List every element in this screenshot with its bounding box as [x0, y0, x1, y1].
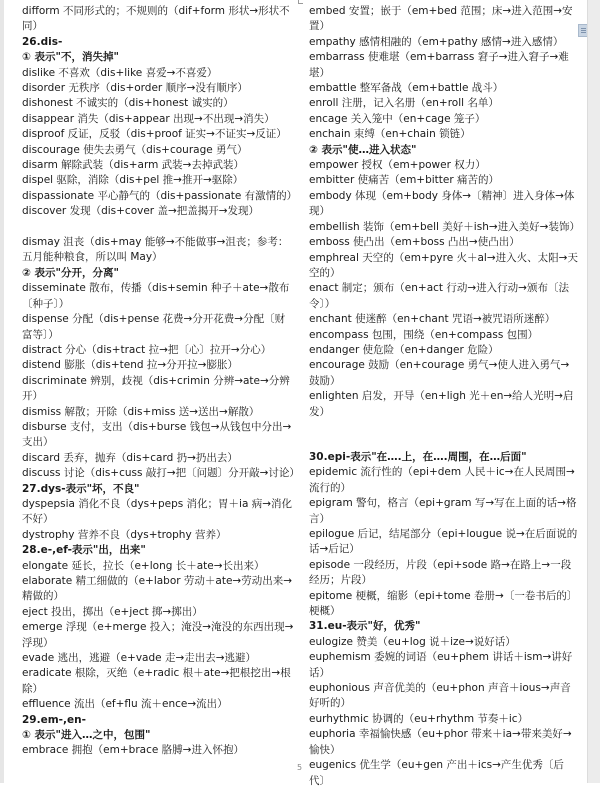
vocab-entry: disburse 支付，支出（dis+burse 钱包→从钱包中分出→支出） [22, 420, 292, 449]
vocab-entry: embitter 使痛苦（em+bitter 痛苦的） [309, 174, 500, 187]
vocab-entry: epitome 梗概，缩影（epi+tome 卷册→〔一卷书后的〕梗概） [309, 589, 578, 618]
vocab-entry: enchant 使迷醉（en+chant 咒语→被咒语所迷醉） [309, 313, 556, 326]
vocab-entry: disproof 反证，反驳（dis+proof 证实→不证实→反证） [22, 128, 287, 141]
vocab-entry: encage 关入笼中（en+cage 笼子） [309, 112, 486, 125]
vocab-entry: euphonious 声音优美的（eu+phon 声音＋ious→声音好听的） [309, 682, 571, 710]
vocab-entry: distract 分心（dis+tract 拉→把〔心〕拉开→分心） [22, 343, 272, 356]
vocab-entry: embellish 装饰（em+bell 美好＋ish→进入美好→装饰） [309, 220, 580, 233]
vocab-entry: embed 安置；嵌于（em+bed 范围；床→进入范围→安置） [309, 5, 573, 33]
vocab-entry: dispel 驱除，消除（dis+pel 推→推开→驱除） [22, 174, 244, 187]
section-heading: 31.eu-表示"好，优秀" [309, 620, 421, 633]
vocab-entry: episode 一段经历，片段（epi+sode 路→在路上→一段经历；片段） [309, 558, 572, 587]
page-left-margin [0, 0, 4, 783]
vocab-entry: disorder 无秩序（dis+order 顺序→没有顺序） [22, 82, 248, 95]
vocab-entry: disarm 解除武装（dis+arm 武装→去掉武装） [22, 159, 244, 172]
vocab-entry: emboss 使凸出（em+boss 凸出→使凸出） [309, 236, 520, 249]
vocab-entry: dismay 沮丧（dis+may 能够→不能做事→沮丧；参考：五月能种粮食，所以叫 May） [22, 236, 289, 264]
vocab-entry: dismiss 解散；开除（dis+miss 送→送出→解散） [22, 405, 260, 418]
vocab-entry: dyspepsia 消化不良（dys+peps 消化；胃＋ia 病→消化不好） [22, 497, 293, 526]
vocab-entry: eject 投出，掷出（e+ject 掷→掷出） [22, 605, 203, 618]
vocab-entry: dislike 不喜欢（dis+like 喜爱→不喜爱） [22, 66, 218, 79]
vocab-entry: dishonest 不诚实的（dis+honest 诚实的） [22, 97, 234, 110]
section-heading: 29.em-,en- [22, 713, 86, 726]
right-column [309, 4, 579, 789]
vocab-entry: eugenics 优生学（eu+gen 产出＋ics→产生优秀〔后代〕 [309, 759, 564, 787]
vocab-entry: effluence 流出（ef+flu 流＋ence→流出） [22, 698, 228, 711]
vocab-entry: epilogue 后记，结尾部分（epi+lougue 说→在后面说的话→后记） [309, 528, 578, 556]
section-heading: ② 表示"使…进入状态" [309, 143, 417, 156]
vocab-entry: difform 不同形式的；不规则的（dif+form 形状→形状不同） [22, 5, 290, 33]
vocab-entry: epigram 警句，格言（epi+gram 写→写在上面的话→格言） [309, 497, 577, 525]
vocab-entry: empathy 感情相融的（em+pathy 感情→进入感情） [309, 35, 564, 48]
vocab-entry: euphoria 幸福愉快感（eu+phor 带来＋ia→带来美好→愉快） [309, 728, 572, 756]
vocab-entry: embody 体现（em+body 身体→〔精神〕进入身体→体现） [309, 189, 575, 218]
vocab-entry: encourage 鼓励（en+courage 勇气→使人进入勇气→鼓励） [309, 359, 570, 387]
section-heading: ② 表示"分开，分离" [22, 266, 119, 279]
vocab-entry: epidemic 流行性的（epi+dem 人民＋ic→在人民周围→流行的） [309, 466, 575, 494]
vocab-entry: disappear 消失（dis+appear 出现→不出现→消失） [22, 112, 275, 125]
vertical-scrollbar[interactable] [587, 0, 600, 783]
vocab-entry: elaborate 精工细做的（e+labor 劳动＋ate→劳动出来→精做的） [22, 575, 293, 603]
vocab-entry: eulogize 赞美（eu+log 说＋ize→说好话） [309, 635, 516, 648]
vocab-entry: dispense 分配（dis+pense 花费→分开花费→分配〔财富等〕） [22, 313, 286, 341]
blank-line [309, 420, 579, 450]
vocab-entry: discriminate 辨别，歧视（dis+crimin 分辨→ate→分辨开） [22, 374, 290, 403]
section-heading: 28.e-,ef-表示"出，出来" [22, 544, 146, 557]
page-corner-mark [298, 0, 303, 4]
vocab-entry: embrace 拥抱（em+brace 胳膊→进入怀抱） [22, 744, 244, 757]
left-column [22, 4, 300, 759]
vocab-entry: embarrass 使难堪（em+barrass 窘子→进入窘子→难堪） [309, 51, 569, 79]
vocab-entry: euphemism 委婉的词语（eu+phem 讲话＋ism→讲好话） [309, 651, 573, 679]
section-heading: 26.dis- [22, 35, 63, 48]
blank-line [22, 220, 295, 235]
vocab-entry: enchain 束缚（en+chain 锁链） [309, 128, 471, 141]
vocab-entry: distend 膨胀（dis+tend 拉→分开拉→膨胀） [22, 359, 238, 372]
vocab-entry: empower 授权（em+power 权力） [309, 159, 486, 172]
vocab-entry: evade 逃出，逃避（e+vade 走→走出去→逃避） [22, 652, 257, 665]
vocab-entry: disseminate 散布，传播（dis+semin 种子＋ate→散布〔种子〕） [22, 282, 290, 310]
vocab-entry: eradicate 根除，灭绝（e+radic 根＋ate→把根挖出→根除） [22, 667, 291, 695]
vocab-entry: elongate 延长，拉长（e+long 长＋ate→长出来） [22, 559, 265, 572]
vocab-entry: discourage 使失去勇气（dis+courage 勇气） [22, 143, 248, 156]
vocab-entry: dystrophy 营养不良（dys+trophy 营养） [22, 528, 227, 541]
vocab-entry: enroll 注册，记入名册（en+roll 名单） [309, 97, 499, 110]
vocab-entry: eurhythmic 协调的（eu+rhythm 节奏＋ic） [309, 712, 529, 725]
vocab-entry: enact 制定；颁布（en+act 行动→进入行动→颁布〔法令〕） [309, 282, 569, 310]
section-heading: 27.dys-表示"坏，不良" [22, 482, 140, 495]
vocab-entry: dispassionate 平心静气的（dis+passionate 有激情的） [22, 189, 298, 202]
vocab-entry: emerge 浮现（e+merge 投入；淹没→淹没的东西出现→浮现） [22, 621, 294, 649]
vocab-entry: discard 丢弃，抛弃（dis+card 扔→扔出去） [22, 451, 238, 464]
vocab-entry: embattle 整军备战（em+battle 战斗） [309, 82, 504, 95]
vocab-entry: emphreal 天空的（em+pyre 火＋al→进入火、太阳→天空的） [309, 251, 578, 279]
vocab-entry: discover 发现（dis+cover 盖→把盖揭开→发现） [22, 205, 260, 218]
vocab-entry: endanger 使危险（en+danger 危险） [309, 343, 499, 356]
section-heading: 30.epi-表示"在….上，在….周围，在…后面" [309, 450, 527, 463]
section-heading: ① 表示"不，消失掉" [22, 51, 119, 64]
vocab-entry: discuss 讨论（dis+cuss 敲打→把〔问题〕分开敲→讨论） [22, 467, 300, 480]
vocab-entry: encompass 包围，围绕（en+compass 包围） [309, 328, 539, 341]
page-number: 5 [297, 763, 303, 772]
vocab-entry: enlighten 启发，开导（en+ligh 光＋en→给人光明→启发） [309, 390, 574, 418]
section-heading: ① 表示"进入…之中，包围" [22, 729, 151, 742]
